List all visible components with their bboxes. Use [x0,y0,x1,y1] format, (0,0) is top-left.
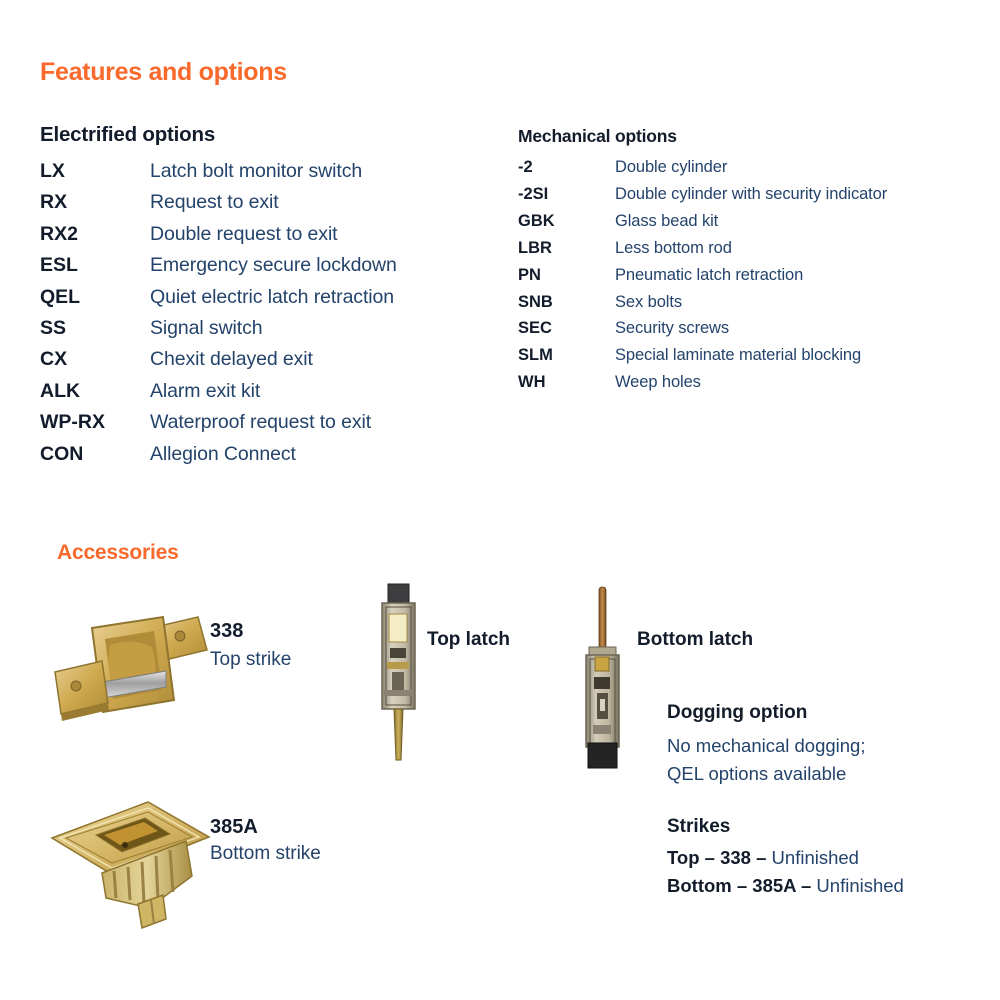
option-code: ESL [40,254,78,277]
option-description: Sex bolts [615,292,682,311]
option-description: Less bottom rod [615,238,732,257]
top-strike-id-label: 338 [210,620,244,642]
electrified-options-heading: Electrified options [40,123,216,146]
option-code: SEC [518,319,552,338]
option-code: LBR [518,238,552,257]
strikes-top-rest: Unfinished [766,847,859,868]
option-description: Signal switch [150,317,263,340]
option-row [518,181,988,208]
option-description: Emergency secure lockdown [150,254,397,277]
strikes-bottom-rest: Unfinished [811,875,904,896]
strikes-heading: Strikes [667,816,731,837]
bottom-latch-label: Bottom latch [637,629,754,650]
option-row [518,154,988,181]
option-code: RX2 [40,222,78,245]
option-description: Quiet electric latch retraction [150,285,395,308]
top-strike-338-image [48,600,213,735]
option-code: CON [40,442,84,465]
option-row [518,342,988,369]
option-description: Allegion Connect [150,442,296,465]
option-code: GBK [518,211,555,230]
option-description: Double cylinder [615,158,728,176]
option-description: Glass bead kit [615,211,719,230]
mechanical-options-section [518,126,988,396]
bottom-strike-name-label: Bottom strike [210,843,321,864]
option-description: Alarm exit kit [150,379,261,402]
top-latch-image [370,582,426,762]
dogging-option-line1: No mechanical dogging; [667,735,866,756]
option-row [518,235,988,262]
option-code: QEL [40,285,81,308]
top-latch-label: Top latch [427,629,511,650]
dogging-option-line2: QEL options available [667,763,847,784]
option-code: WP-RX [40,411,105,434]
option-description: Request to exit [150,191,279,214]
option-row [40,313,510,344]
dogging-option-heading: Dogging option [667,702,808,723]
option-row [40,344,510,375]
option-description: Double request to exit [150,222,338,245]
option-row [518,208,988,235]
option-code: SNB [518,292,553,311]
strikes-top-line [667,844,859,872]
mechanical-options-heading: Mechanical options [518,126,677,146]
option-code: CX [40,348,68,371]
option-code: SLM [518,346,553,365]
option-row [40,439,510,470]
bottom-strike-385a-image [46,788,218,933]
option-row [518,315,988,342]
option-row [40,282,510,313]
top-strike-name-label: Top strike [210,649,292,670]
accessories-heading: Accessories [57,541,179,564]
option-description: Chexit delayed exit [150,348,313,371]
option-description: Double cylinder with security indicator [615,184,888,203]
option-code: WH [518,373,546,392]
option-row [518,262,988,289]
option-code: ALK [40,379,81,402]
option-description: Weep holes [615,373,701,392]
option-description: Waterproof request to exit [150,411,372,434]
strikes-bottom-line [667,872,904,900]
option-description: Pneumatic latch retraction [615,265,804,284]
bottom-latch-image [573,585,631,770]
option-row [518,289,988,316]
page-title: Features and options [40,58,287,86]
option-row [40,250,510,281]
option-row [518,369,988,396]
option-code: RX [40,191,68,214]
option-code: -2 [518,158,533,176]
bottom-strike-id-label: 385A [210,816,258,838]
strikes-top-bold: Top – 338 – [667,847,767,868]
option-code: PN [518,265,541,284]
option-row [40,187,510,218]
option-description: Special laminate material blocking [615,346,862,365]
option-row [40,156,510,187]
option-row [40,376,510,407]
strikes-bottom-bold: Bottom – 385A – [667,875,812,896]
option-row [40,407,510,438]
electrified-options-section [40,123,510,470]
option-description: Security screws [615,319,730,338]
option-code: LX [40,160,65,182]
option-code: SS [40,317,67,340]
option-row [40,219,510,250]
option-code: -2SI [518,184,549,203]
option-description: Latch bolt monitor switch [150,160,363,182]
